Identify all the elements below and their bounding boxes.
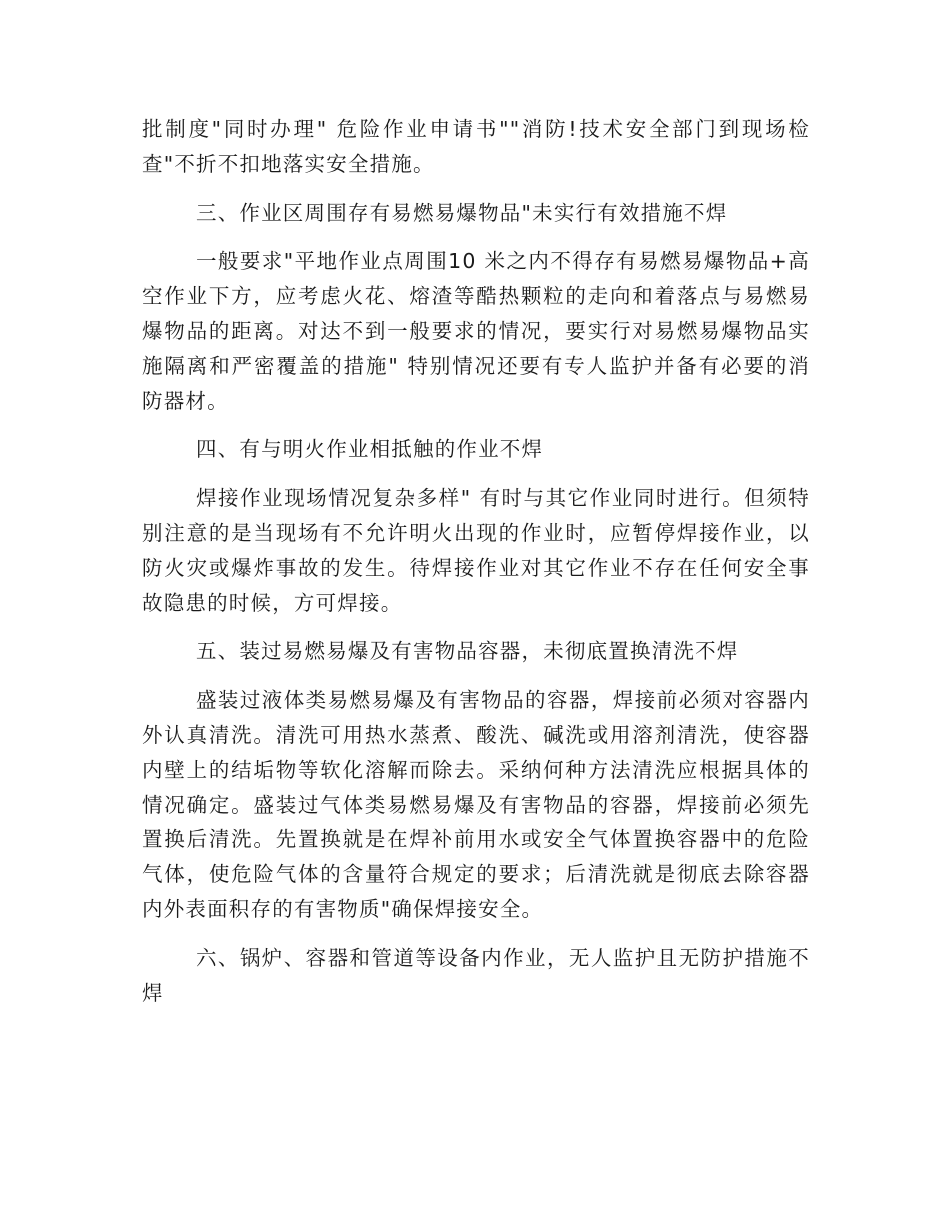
paragraph-site-conditions: 焊接作业现场情况复杂多样" 有时与其它作业同时进行。但须特别注意的是当现场有不允许明火出现的作业时，应暂停焊接作业，以防火灾或爆炸事故的发生。待焊接作业对其它作业不存在任何安全事故隐患的时候，方可焊接。 (142, 486, 810, 615)
section-heading-3: 三、作业区周围存有易燃易爆物品"未实行有效措施不焊 (196, 200, 728, 225)
document-body (142, 112, 810, 1010)
section-heading-4: 四、有与明火作业相抵触的作业不焊 (196, 437, 544, 462)
section-heading-5: 五、装过易燃易爆及有害物品容器，未彻底置换清洗不焊 (196, 639, 739, 664)
paragraph-container-cleaning: 盛装过液体类易燃易爆及有害物品的容器，焊接前必须对容器内外认真清洗。清洗可用热水蒸煮、酸洗、碱洗或用溶剂清洗，使容器内壁上的结垢物等软化溶解而除去。采纳何种方法清洗应根据具体的情况确定。盛装过气体类易燃易爆及有害物品的容器，焊接前必须先置换后清洗。先置换就是在焊补前用水或安全气体置换容器中的危险气体，使危险气体的含量符合规定的要求；后清洗就是彻底去除容器内外表面积存的有害物质"确保焊接安全。 (142, 688, 810, 921)
paragraph-approval-continuation: 批制度"同时办理" 危险作业申请书""消防!技术安全部门到现场检查"不折不扣地落实安全措施。 (142, 117, 810, 176)
section-heading-6: 六、锅炉、容器和管道等设备内作业，无人监护且无防护措施不焊 (142, 945, 810, 1005)
paragraph-general-requirement: 一般要求"平地作业点周围10 米之内不得存有易燃易爆物品+高空作业下方，应考虑火花、熔渣等酷热颗粒的走向和着落点与易燃易爆物品的距离。对达不到一般要求的情况，要实行对易燃易爆物品实施隔离和严密覆盖的措施" 特别情况还要有专人监护并备有必要的消防器材。 (142, 249, 810, 413)
